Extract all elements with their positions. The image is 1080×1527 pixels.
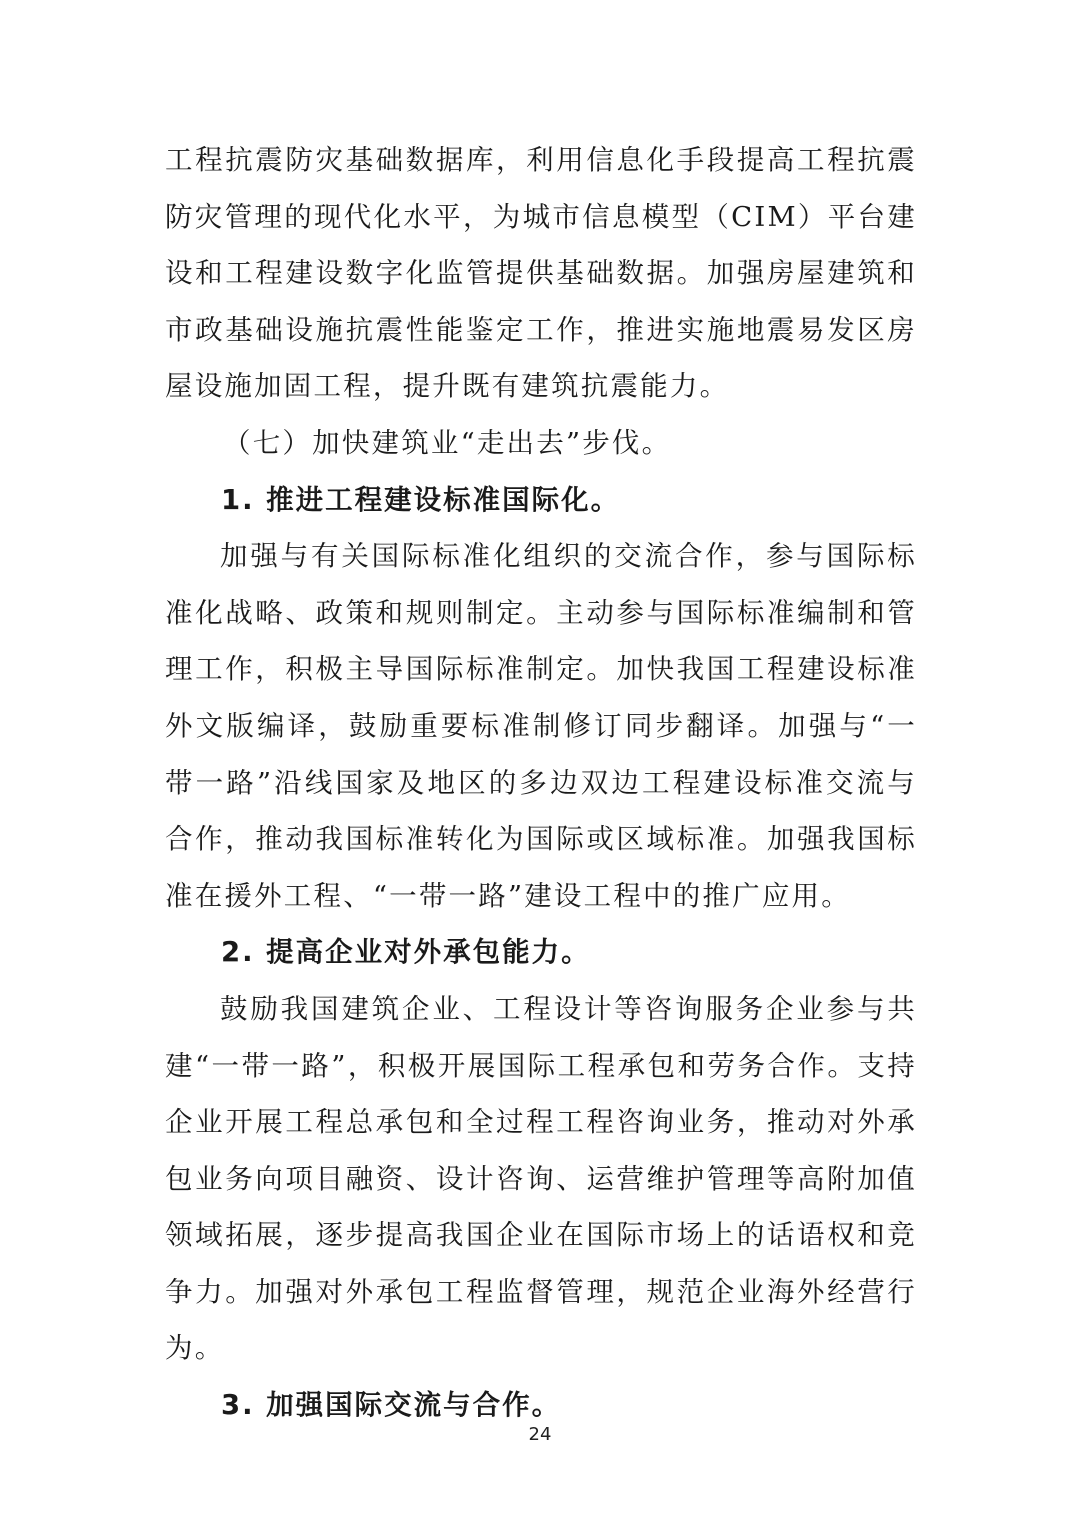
heading-international-cooperation: 3. 加强国际交流与合作。 xyxy=(221,1389,562,1422)
paragraph-overseas-contracting: 鼓励我国建筑企业、工程设计等咨询服务企业参与共建“一带一路”，积极开展国际工程承包和劳务合作。支持企业开展工程总承包和全过程工程咨询业务，推动对外承包业务向项目融资、设计咨询、运营维护管理等高附加值领域拓展，逐步提高我国企业在国际市场上的话语权和竞争力。加强对外承包工程监督管理，规范企业海外经营行为。 xyxy=(165,992,917,1365)
section-heading-going-global: （七）加快建筑业“走出去”步伐。 xyxy=(223,426,672,459)
paragraph-seismic-database: 工程抗震防灾基础数据库，利用信息化手段提高工程抗震防灾管理的现代化水平，为城市信息模型（CIM）平台建设和工程建设数字化监管提供基础数据。加强房屋建筑和市政基础设施抗震性能鉴定工作，推进实施地震易发区房屋设施加固工程，提升既有建筑抗震能力。 xyxy=(165,144,917,403)
heading-overseas-contracting: 2. 提高企业对外承包能力。 xyxy=(221,936,591,969)
document-body xyxy=(165,132,917,1434)
heading-standards-internationalization: 1. 推进工程建设标准国际化。 xyxy=(221,483,621,516)
page-number: 24 xyxy=(528,1424,552,1445)
paragraph-standards-internationalization: 加强与有关国际标准化组织的交流合作，参与国际标准化战略、政策和规则制定。主动参与国际标准编制和管理工作，积极主导国际标准制定。加快我国工程建设标准外文版编译，鼓励重要标准制修订同步翻译。加强与“一带一路”沿线国家及地区的多边双边工程建设标准交流与合作，推动我国标准转化为国际或区域标准。加强我国标准在援外工程、“一带一路”建设工程中的推广应用。 xyxy=(165,540,917,912)
